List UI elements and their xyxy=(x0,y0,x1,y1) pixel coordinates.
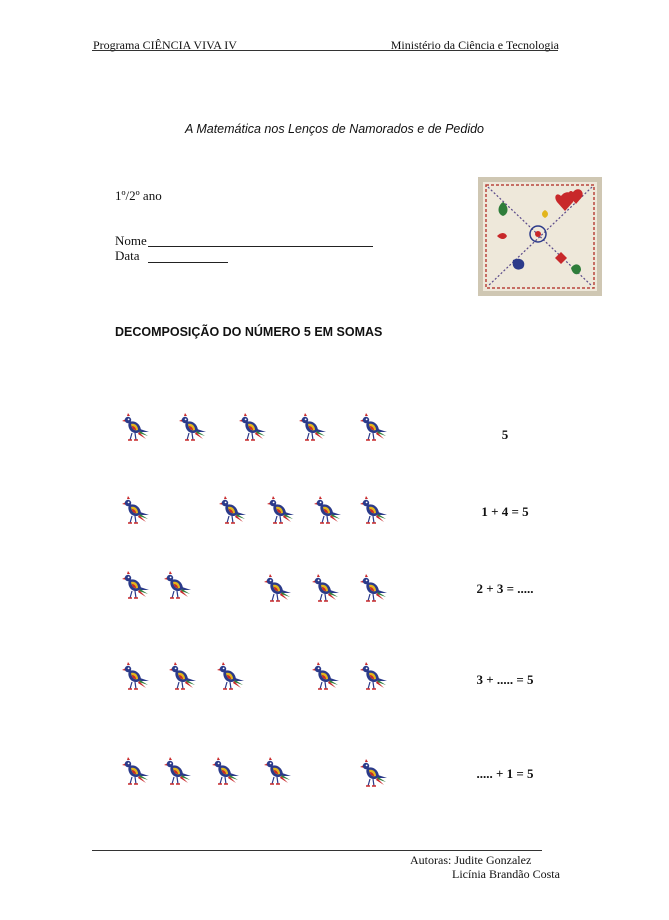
bird-icon xyxy=(120,661,150,693)
bird-icon xyxy=(162,570,192,602)
section-heading: DECOMPOSIÇÃO DO NÚMERO 5 EM SOMAS xyxy=(115,325,383,339)
date-field-line[interactable] xyxy=(148,262,228,263)
bird-icon xyxy=(358,661,388,693)
bird-icon xyxy=(310,573,340,605)
bird-icon xyxy=(358,758,388,790)
authors-line-1: Autoras: Judite Gonzalez xyxy=(410,853,532,867)
bird-icon xyxy=(310,661,340,693)
equation-row-3: 2 + 3 = ..... xyxy=(476,581,534,596)
bird-icon xyxy=(120,756,150,788)
handkerchief-pattern xyxy=(483,182,597,291)
date-label: Data xyxy=(115,248,140,263)
bird-icon xyxy=(215,661,245,693)
bird-icon xyxy=(358,495,388,527)
name-field-line[interactable] xyxy=(148,246,373,247)
bird-icon xyxy=(262,573,292,605)
bird-icon xyxy=(237,412,267,444)
bird-icon xyxy=(297,412,327,444)
equation-row-4: 3 + ..... = 5 xyxy=(476,672,534,687)
bird-icon xyxy=(210,756,240,788)
bird-icon xyxy=(120,495,150,527)
bird-icon xyxy=(312,495,342,527)
authors-line-2: Licínia Brandão Costa xyxy=(452,867,560,881)
bird-icon xyxy=(120,570,150,602)
equation-row-5: ..... + 1 = 5 xyxy=(476,766,534,781)
document-subtitle: A Matemática nos Lenços de Namorados e de Pedido xyxy=(184,122,485,136)
equation-row-1: 5 xyxy=(501,427,509,442)
bird-icon xyxy=(262,756,292,788)
bird-icon xyxy=(120,412,150,444)
bird-icon xyxy=(217,495,247,527)
bird-icon xyxy=(358,412,388,444)
header-divider xyxy=(92,50,558,51)
bird-icon xyxy=(265,495,295,527)
header-ministry: Ministério da Ciência e Tecnologia xyxy=(390,38,559,52)
header-program: Programa CIÊNCIA VIVA IV xyxy=(93,38,237,52)
bird-icon xyxy=(167,661,197,693)
bird-icon xyxy=(358,573,388,605)
footer-divider xyxy=(92,850,542,851)
bird-icon xyxy=(162,756,192,788)
grade-label: 1º/2º ano xyxy=(115,188,162,203)
name-label: Nome xyxy=(115,233,147,248)
handkerchief-image xyxy=(478,177,602,296)
equation-row-2: 1 + 4 = 5 xyxy=(481,504,529,519)
bird-icon xyxy=(177,412,207,444)
